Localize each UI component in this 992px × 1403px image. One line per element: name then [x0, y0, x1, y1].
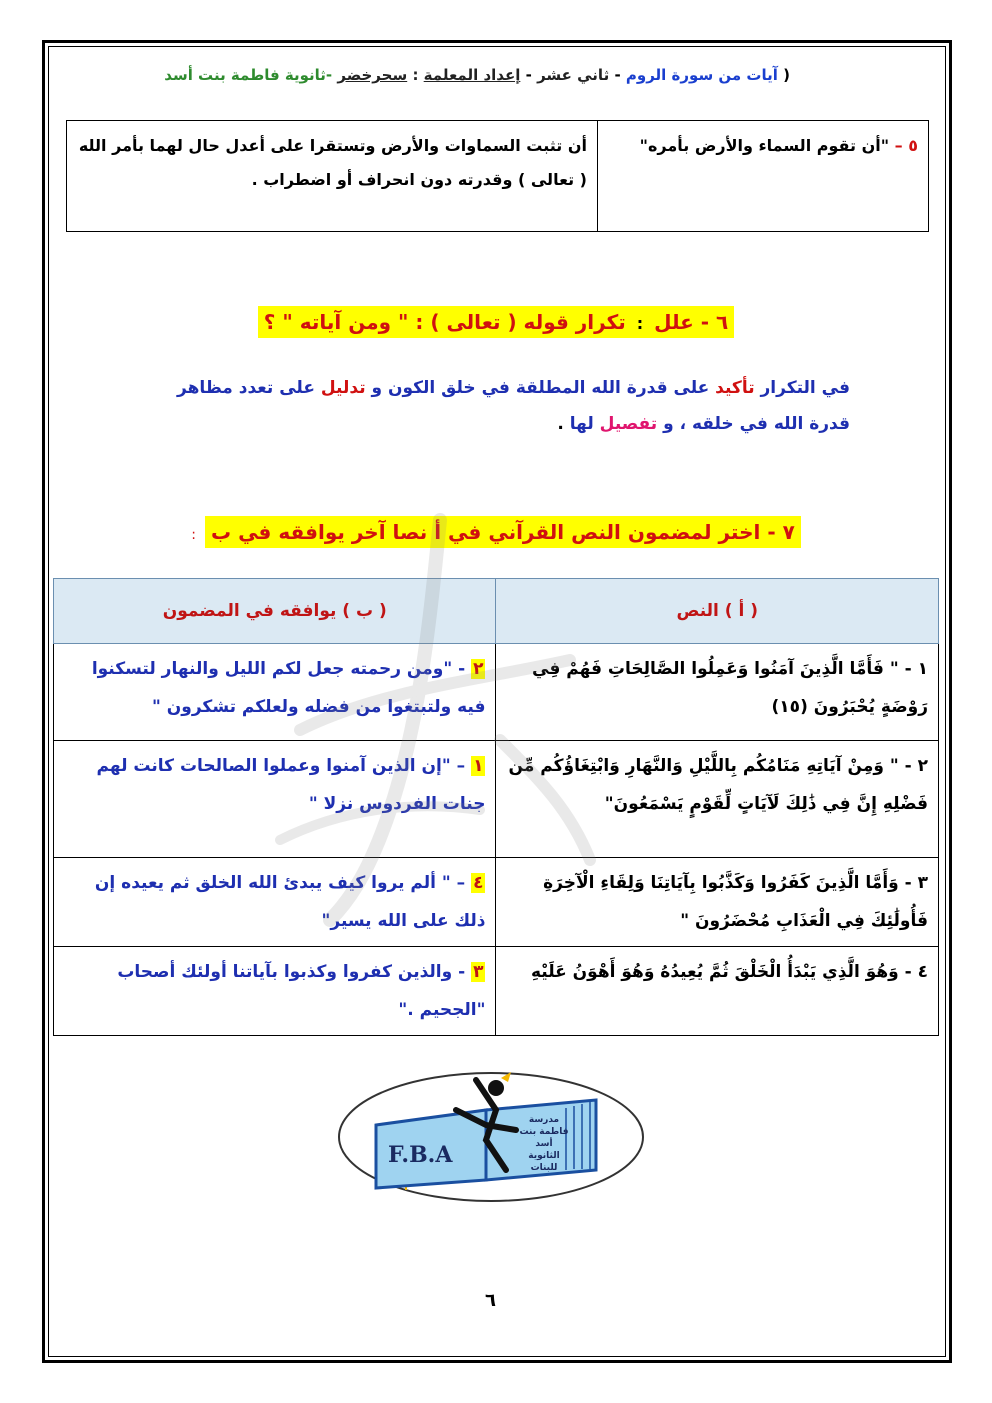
header-col-a: ( أ ) النص — [496, 579, 939, 644]
header-prepared: إعداد المعلمة — [423, 66, 521, 84]
row-b-text: - والذين كفروا وكذبوا بآياتنا أولئك أصحاب "الجحيم ." — [117, 962, 486, 1020]
ans6-keyword-detail: تفصيل — [599, 414, 658, 434]
row-a-text: ٢ - " وَمِنْ آيَاتِهِ مَنَامُكُم بِاللَّيْلِ وَالنَّهَارِ وَابْتِغَاؤُكُم مِّن فَضْلِهِ إِنَّ فِي ذَٰلِكَ لَآيَاتٍ لِّقَوْمٍ يَسْمَعُونَ" — [496, 741, 939, 858]
school-logo — [336, 1070, 646, 1204]
row-b-cell — [54, 947, 496, 1036]
row5-verse-cell — [598, 121, 929, 232]
row-b-text: - "ومن رحمته جعل لكم الليل والنهار لتسكنوا فيه ولتبتغوا من فضله ولعلكم تشكرون " — [91, 659, 486, 717]
ans6-end: . — [557, 414, 564, 434]
q7-text: ٧ - اختر لمضمون النص القرآني في أ نصا آخر يوافقه في ب — [205, 516, 801, 548]
row-a-text: ٣ - وَأَمَّا الَّذِينَ كَفَرُوا وَكَذَّبُوا بِآيَاتِنَا وَلِقَاءِ الْآخِرَةِ فَأُولَٰئِكَ فِي الْعَذَابِ مُحْضَرُونَ " — [496, 858, 939, 947]
row-a-text: ١ - " فَأَمَّا الَّذِينَ آمَنُوا وَعَمِلُوا الصَّالِحَاتِ فَهُمْ فِي رَوْضَةٍ يُحْبَرُونَ (١٥) — [496, 644, 939, 741]
q6-text: تكرار قوله ( تعالى ) : — [415, 310, 626, 334]
header-col-b: ( ب ) يوافقه في المضمون — [54, 579, 496, 644]
row5-dash: – — [894, 136, 903, 155]
ans6-part: على قدرة الله المطلقة في خلق الكون و — [371, 378, 710, 398]
row-b-number: ٢ — [473, 659, 484, 679]
header-open-paren: ( — [783, 66, 790, 84]
q6-colon: : — [636, 314, 644, 333]
logo-school-line: فاطمة بنت — [519, 1127, 569, 1137]
ans6-keyword-evidence: تدليل — [320, 378, 366, 398]
logo-school-line: الثانوية — [528, 1151, 560, 1161]
header-grade: ثاني عشر — [537, 66, 610, 84]
q7-colon: : — [191, 527, 196, 543]
ans6-part: في التكرار — [760, 378, 850, 398]
row5-verse: "أن تقوم السماء والأرض بأمره" — [639, 136, 890, 155]
header-sep: - — [614, 66, 621, 84]
page-header — [110, 66, 790, 84]
answer-6 — [150, 370, 850, 442]
header-school: -ثانوية فاطمة بنت أسد — [164, 66, 333, 84]
logo-school-line: للبنات — [530, 1163, 558, 1173]
ans6-part: على تعدد مظاهر قدرة الله في خلقه ، و — [177, 378, 850, 434]
row-b-text: – "إن الذين آمنوا وعملوا الصالحات كانت لهم جنات الفردوس نزلا " — [96, 756, 486, 814]
row-b-text: – " ألم يروا كيف يبدئ الله الخلق ثم يعيده إن ذلك على الله يسير" — [94, 873, 486, 931]
row-b-number: ٤ — [473, 873, 484, 893]
ans6-part: لها — [569, 414, 594, 434]
header-sep: - — [525, 66, 532, 84]
row5-answer-cell — [67, 121, 598, 232]
header-teacher: سحرخضر — [337, 66, 408, 84]
logo-school-line: أسد — [535, 1139, 553, 1149]
logo-school-line: مدرسة — [528, 1115, 560, 1125]
row5-number: ٥ — [908, 136, 918, 155]
signature-watermark — [240, 480, 660, 940]
logo-text: F.B.A — [388, 1142, 453, 1168]
header-colon: : — [412, 66, 419, 84]
ans6-keyword-confirm: تأكيد — [715, 378, 755, 398]
q6-quote: " ومن آياته " ؟ — [263, 310, 409, 334]
row5-answer: أن تثبت السماوات والأرض وتستقرا على أعدل حال لهما بأمر الله ( تعالى ) وقدرته دون انحراف أو اضطراب . — [78, 136, 587, 189]
question-6 — [0, 310, 992, 334]
row-b-number: ٣ — [473, 962, 484, 982]
row-b-number: ١ — [473, 756, 484, 776]
row5-table — [66, 120, 929, 232]
page-number: ٦ — [485, 1290, 496, 1311]
header-title: آيات من سورة الروم — [625, 66, 778, 84]
table-row — [54, 947, 939, 1036]
row-a-text: ٤ - وَهُوَ الَّذِي يَبْدَأُ الْخَلْقَ ثُمَّ يُعِيدُهُ وَهُوَ أَهْوَنُ عَلَيْهِ — [496, 947, 939, 1036]
q6-label: ٦ - علل — [654, 310, 729, 334]
